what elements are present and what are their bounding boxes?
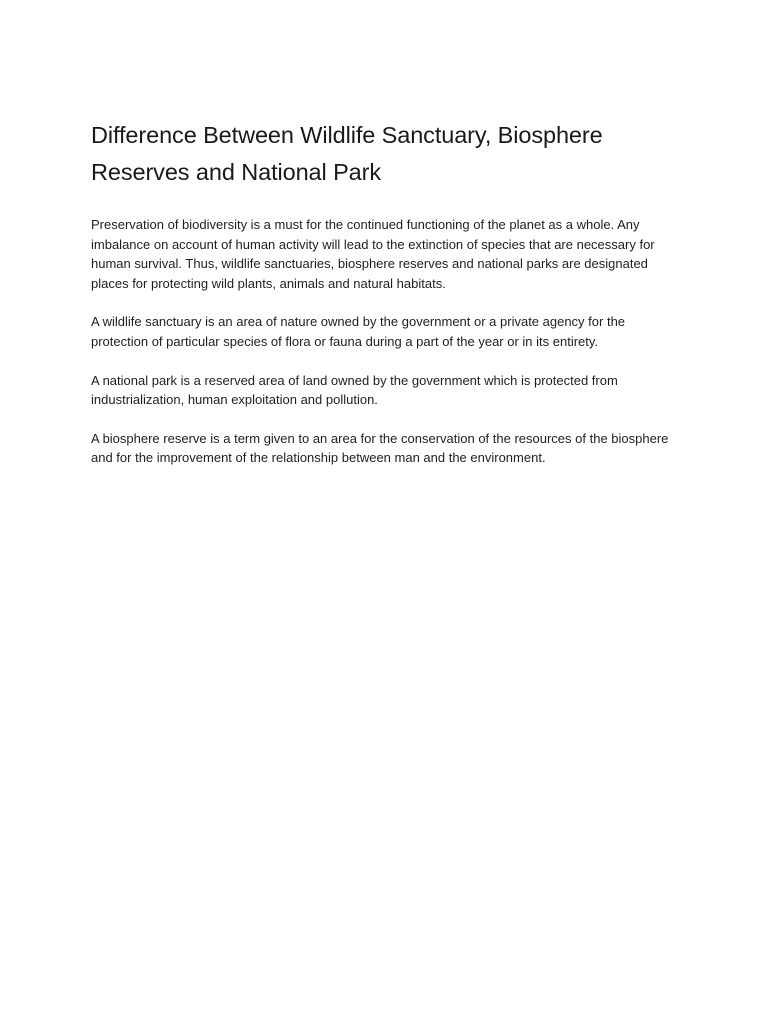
paragraph-biosphere-reserve: A biosphere reserve is a term given to an area for the conservation of the resources of the biosphere and for the improvement of the relationship between man and the environment. <box>91 430 669 466</box>
document-body <box>91 215 681 468</box>
paragraph-national-park: A national park is a reserved area of land owned by the government which is protected from industrialization, human exploitation and pollution. <box>91 372 618 408</box>
paragraph-wildlife-sanctuary: A wildlife sanctuary is an area of nature owned by the government or a private agency for the protection of particular species of flora or fauna during a part of the year or in its entirety. <box>91 314 626 349</box>
document-page <box>91 117 681 487</box>
document-title: Difference Between Wildlife Sanctuary, Biosphere Reserves and National Park <box>91 122 603 185</box>
paragraph-biodiversity-intro: Preservation of biodiversity is a must for the continued functioning of the planet as a whole. Any imbalance on account of human activity will lead to the extinction of species that are necessary for human survival. Thus, wildlife sanctuaries, biosphere reserves and national parks are designated places for protecting wild plants, animals and natural habitats. <box>91 217 655 291</box>
